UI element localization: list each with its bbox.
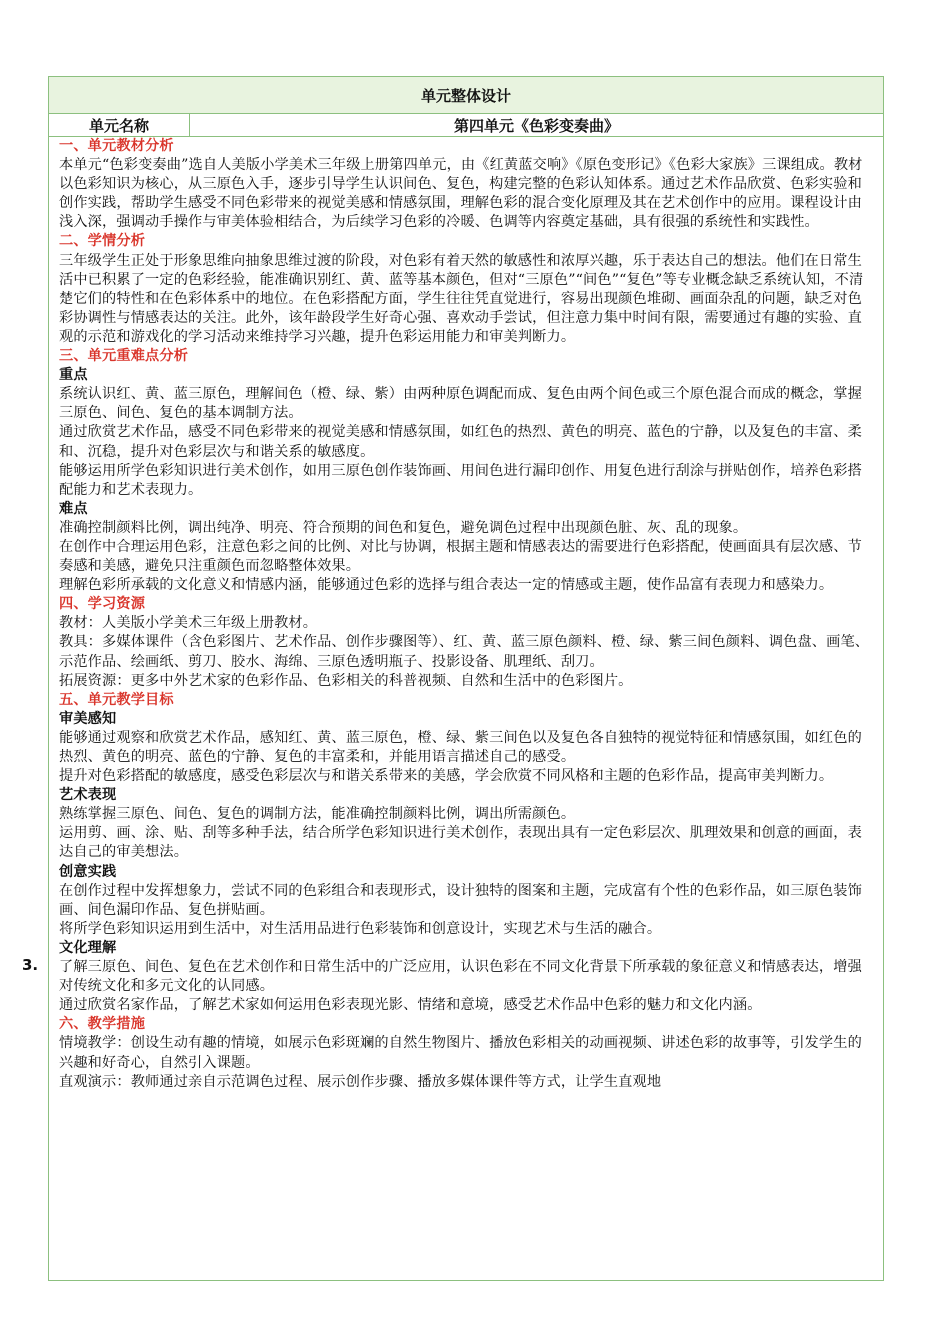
paragraph: 能够通过观察和欣赏艺术作品，感知红、黄、蓝三原色，橙、绿、紫三间色以及复色各自独特的视觉特征和情感氛围，如红色的热烈、黄色的明亮、蓝色的宁静、复色的丰富柔和，并能用语言描述自己的感受。 [59, 729, 862, 765]
paragraph: 拓展资源：更多中外艺术家的色彩作品、色彩相关的科普视频、自然和生活中的色彩图片。 [59, 672, 633, 689]
paragraph: 系统认识红、黄、蓝三原色，理解间色（橙、绿、紫）由两种原色调配而成、复色由两个间色或三个原色混合而成的概念，掌握三原色、间色、复色的基本调制方法。 [59, 386, 862, 422]
subheading-difficulty: 难点 [59, 500, 88, 517]
section-title-goals: 五、单元教学目标 [59, 691, 174, 708]
subheading-aesthetic: 审美感知 [59, 710, 117, 727]
paragraph: 直观演示：教师通过亲自示范调色过程、展示创作步骤、播放多媒体课件等方式，让学生直观地 [59, 1073, 662, 1090]
subheading-key: 重点 [59, 367, 88, 384]
section-title-learner: 二、学情分析 [59, 233, 146, 250]
paragraph: 将所学色彩知识运用到生活中，对生活用品进行色彩装饰和创意设计，实现艺术与生活的融合。 [59, 920, 662, 937]
unit-name-row [49, 114, 883, 137]
section-title-analysis: 一、单元教材分析 [59, 138, 174, 154]
unit-name-value: 第四单元《色彩变奏曲》 [453, 116, 619, 135]
subheading-expression: 艺术表现 [59, 787, 117, 804]
paragraph: 了解三原色、间色、复色在艺术创作和日常生活中的广泛应用，认识色彩在不同文化背景下所承载的象征意义和情感表达，增强对传统文化和多元文化的认同感。 [59, 959, 862, 995]
section-title-key-points: 三、单元重难点分析 [59, 348, 189, 365]
paragraph: 提升对色彩搭配的敏感度，感受色彩层次与和谐关系带来的美感，学会欣赏不同风格和主题的色彩作品，提高审美判断力。 [59, 768, 834, 785]
paragraph: 通过欣赏艺术作品，感受不同色彩带来的视觉美感和情感氛围，如红色的热烈、黄色的明亮、蓝色的宁静，以及复色的丰富、柔和、沉稳，提升对色彩层次与和谐关系的敏感度。 [59, 424, 862, 460]
paragraph: 能够运用所学色彩知识进行美术创作，如用三原色创作装饰画、用间色进行漏印创作、用复色进行刮涂与拼贴创作，培养色彩搭配能力和艺术表现力。 [59, 462, 862, 498]
section-title-measures: 六、教学措施 [59, 1016, 146, 1033]
paragraph: 通过欣赏名家作品，了解艺术家如何运用色彩表现光影、情绪和意境，感受艺术作品中色彩的魅力和文化内涵。 [59, 997, 762, 1014]
unit-name-label: 单元名称 [49, 114, 190, 136]
paragraph: 本单元“色彩变奏曲”选自人美版小学美术三年级上册第四单元，由《红黄蓝交响》《原色变形记》《色彩大家族》三课组成。教材以色彩知识为核心，从三原色入手，逐步引导学生认识间色、复色，构建完整的色彩认知体系。通过艺术作品欣赏、色彩实验和创作实践，帮助学生感受不同色彩带来的视觉美感和情感氛围，理解色彩的混合变化原理及其在艺术创作中的应用。课程设计由浅入深，强调动手操作与审美体验相结合，为后续学习色彩的冷暖、色调等内容奠定基础，具有很强的系统性和实践性。 [59, 157, 863, 231]
paragraph: 在创作过程中发挥想象力，尝试不同的色彩组合和表现形式，设计独特的图案和主题，完成富有个性的色彩作品，如三原色装饰画、间色漏印作品、复色拼贴画。 [59, 882, 862, 918]
paragraph: 在创作中合理运用色彩，注意色彩之间的比例、对比与协调，根据主题和情感表达的需要进行色彩搭配，使画面具有层次感、节奏感和美感，避免只注重颜色而忽略整体效果。 [59, 538, 862, 575]
paragraph: 教具：多媒体课件（含色彩图片、艺术作品、创作步骤图等）、红、黄、蓝三原色颜料、橙、绿、紫三间色颜料、调色盘、画笔、示范作品、绘画纸、剪刀、胶水、海绵、三原色透明瓶子、投影设备、肌理纸、刮刀。 [59, 634, 870, 670]
paragraph: 理解色彩所承载的文化意义和情感内涵，能够通过色彩的选择与组合表达一定的情感或主题，使作品富有表现力和感染力。 [59, 577, 834, 594]
subheading-creative: 创意实践 [59, 863, 117, 880]
paragraph: 运用剪、画、涂、贴、刮等多种手法，结合所学色彩知识进行美术创作，表现出具有一定色彩层次、肌理效果和创意的画面，表达自己的审美想法。 [59, 825, 862, 861]
unit-design-table [48, 76, 884, 1281]
paragraph: 教材：人美版小学美术三年级上册教材。 [59, 615, 318, 632]
table-header: 单元整体设计 [49, 77, 883, 114]
content-cell [49, 137, 883, 1280]
paragraph: 熟练掌握三原色、间色、复色的调制方法，能准确控制颜料比例，调出所需颜色。 [59, 806, 576, 823]
list-marker: 3. [22, 956, 39, 974]
section-title-resources: 四、学习资源 [59, 596, 146, 613]
paragraph: 情境教学：创设生动有趣的情境，如展示色彩斑斓的自然生物图片、播放色彩相关的动画视频、讲述色彩的故事等，引发学生的兴趣和好奇心，自然引入课题。 [59, 1035, 862, 1071]
paragraph: 准确控制颜料比例，调出纯净、明亮、符合预期的间色和复色，避免调色过程中出现颜色脏、灰、乱的现象。 [59, 519, 748, 536]
subheading-culture: 文化理解 [59, 939, 117, 956]
paragraph: 三年级学生正处于形象思维向抽象思维过渡的阶段，对色彩有着天然的敏感性和浓厚兴趣，乐于表达自己的想法。他们在日常生活中已积累了一定的色彩经验，能准确识别红、黄、蓝等基本颜色，但对“三原色”“间色”“复色”等专业概念缺乏系统认知，不清楚它们的特性和在色彩体系中的地位。在色彩搭配方面，学生往往凭直觉进行，容易出现颜色堆砌、画面杂乱的问题，缺乏对色彩协调性与情感表达的关注。此外，该年龄段学生好奇心强、喜欢动手尝试，但注意力集中时间有限，需要通过有趣的实验、直观的示范和游戏化的学习活动来维持学习兴趣，提升色彩运用能力和审美判断力。 [59, 252, 864, 345]
